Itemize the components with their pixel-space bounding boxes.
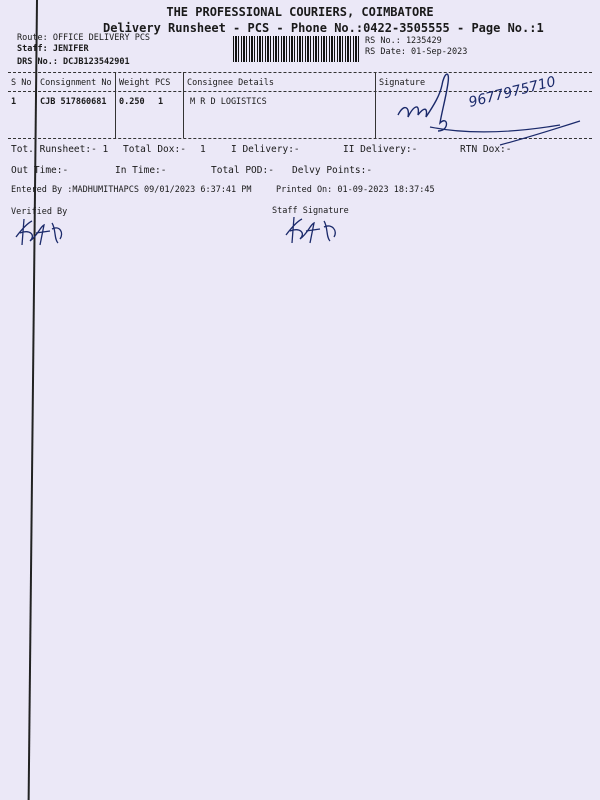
header-consignment: Consignment No <box>40 78 112 88</box>
barcode <box>233 36 359 62</box>
header-consignee: Consignee Details <box>187 78 274 88</box>
col-divider <box>375 72 376 138</box>
row-pcs: 1 <box>158 97 164 107</box>
total-dox: Total Dox:- <box>123 144 186 155</box>
total-dox-value: 1 <box>200 144 206 155</box>
route-label: Route: OFFICE DELIVERY PCS <box>17 33 151 43</box>
row-consignee: M R D LOGISTICS <box>190 97 267 107</box>
rtn-dox: RTN Dox:- <box>460 144 512 155</box>
runsheet-title: Delivery Runsheet - PCS - Phone No.:0422-3505555 - Page No.:1 <box>103 21 544 35</box>
delvy-points: Delvy Points:- <box>292 165 373 176</box>
signature-phone: 9677975710 <box>467 73 558 111</box>
rs-date: RS Date: 01-Sep-2023 <box>365 47 468 57</box>
rs-number: RS No.: 1235429 <box>365 36 442 46</box>
total-pod: Total POD:- <box>211 165 274 176</box>
col-divider <box>183 72 184 138</box>
scan-line-artifact <box>28 0 38 800</box>
header-weight: Weight <box>119 78 150 88</box>
row-weight: 0.250 <box>119 97 145 107</box>
verified-by-label: Verified By <box>11 207 68 217</box>
header-sno: S No <box>11 78 32 88</box>
ii-delivery: II Delivery:- <box>343 144 418 155</box>
drs-number: DRS No.: DCJB123542901 <box>17 57 130 67</box>
printed-on: Printed On: 01-09-2023 18:37:45 <box>276 185 435 195</box>
in-time: In Time:- <box>115 165 167 176</box>
staff-signature <box>280 213 350 248</box>
out-time: Out Time:- <box>11 165 69 176</box>
header-signature: Signature <box>379 78 426 88</box>
row-consignment: CJB 517860681 <box>40 97 107 107</box>
staff-signature-label: Staff Signature <box>272 206 349 216</box>
verifier-signature <box>10 215 70 250</box>
company-title: THE PROFESSIONAL COURIERS, COIMBATORE <box>166 5 434 19</box>
row-sno: 1 <box>11 97 17 107</box>
header-pcs: PCS <box>155 78 171 88</box>
tot-runsheet: Tot. Runsheet:- 1 <box>11 144 109 155</box>
receiver-signature <box>390 65 590 155</box>
col-divider <box>115 72 116 138</box>
entered-by: Entered By :MADHUMITHAPCS 09/01/2023 6:37:41 PM <box>11 185 252 195</box>
staff-label: Staff: JENIFER <box>17 44 89 54</box>
i-delivery: I Delivery:- <box>231 144 300 155</box>
